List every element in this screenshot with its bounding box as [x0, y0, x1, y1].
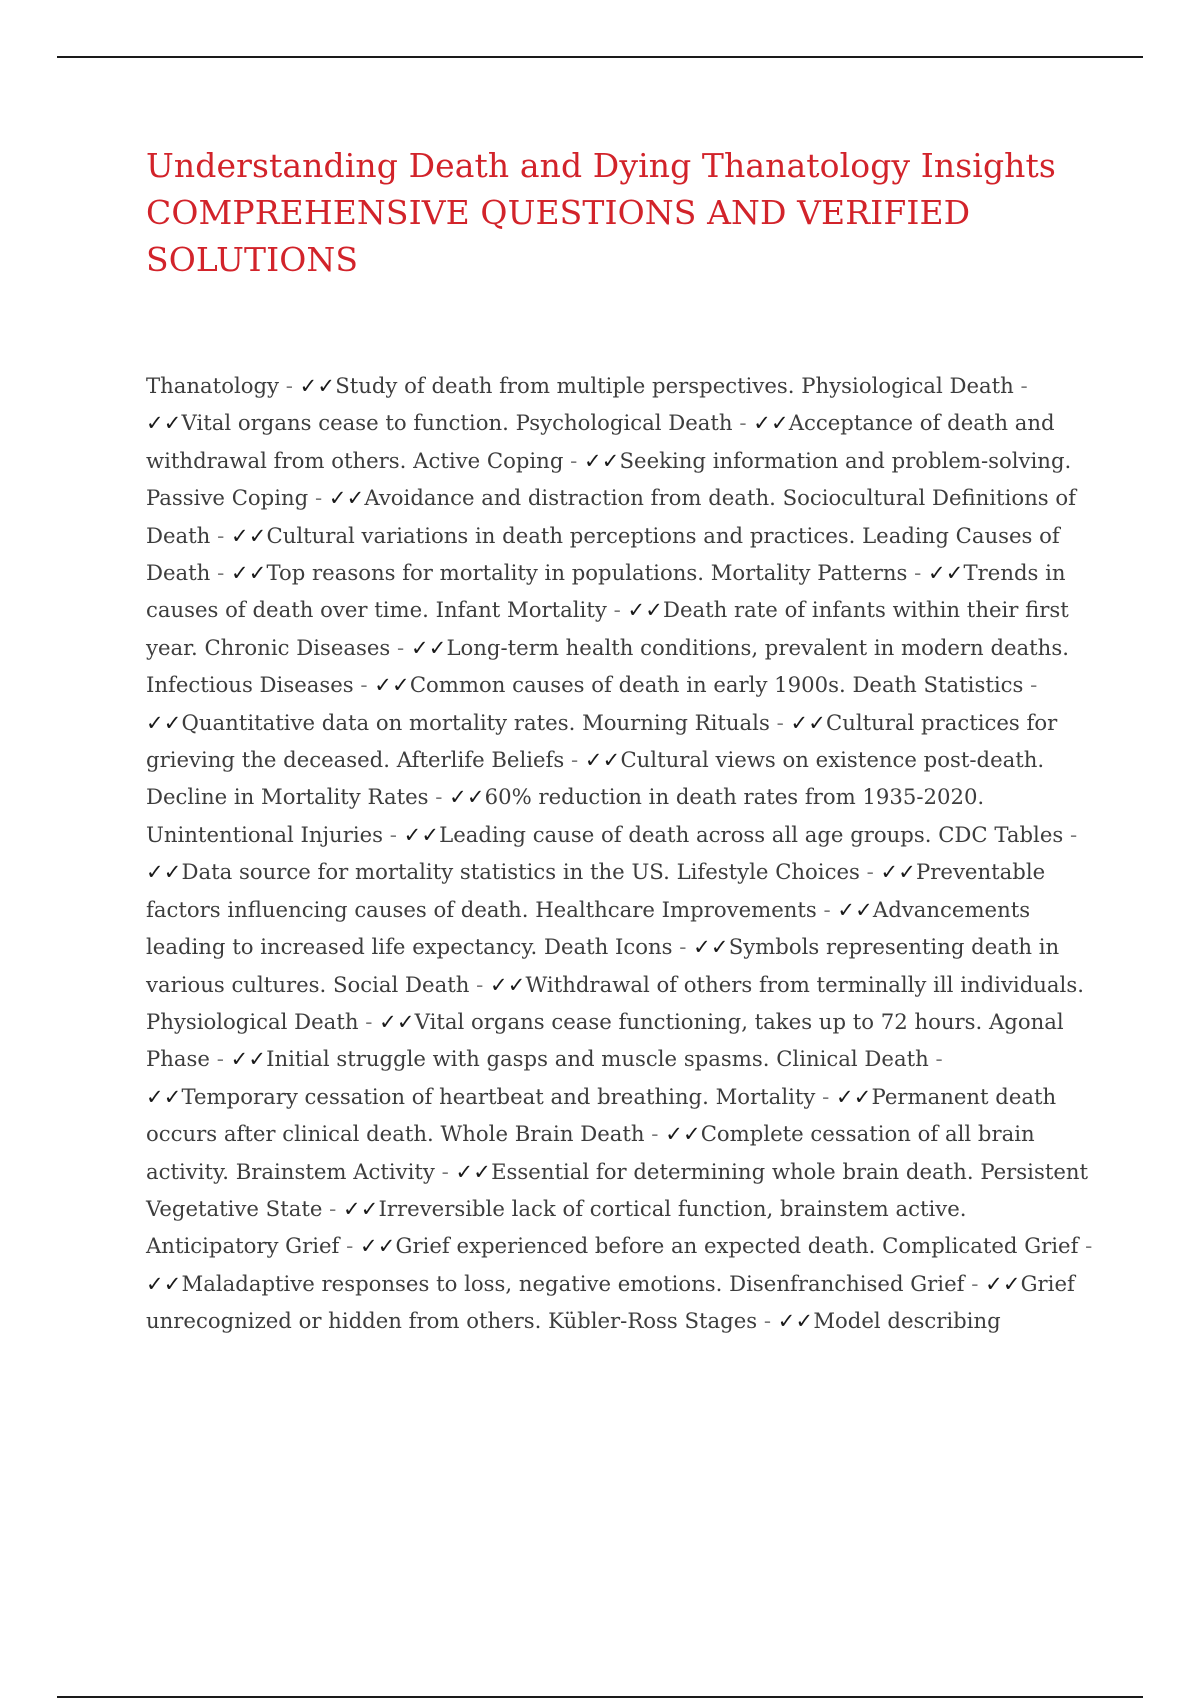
- entry-separator: -: [1063, 821, 1078, 847]
- entry-separator: -: [1078, 1233, 1093, 1259]
- double-check-icon: ✓✓: [790, 709, 826, 735]
- entry-definition: Study of death from multiple perspectives.: [335, 373, 795, 398]
- entry-definition: Leading cause of death across all age groups.: [439, 821, 932, 847]
- glossary-entry: [413, 448, 1071, 473]
- entry-definition: Common causes of death in early 1900s.: [409, 672, 846, 698]
- entry-term: Mortality Patterns: [710, 560, 908, 586]
- entry-definition: Death rate of infants within their first year.: [146, 597, 1069, 660]
- entry-term: Passive Coping: [146, 485, 309, 511]
- entry-term: Clinical Death: [776, 1046, 929, 1072]
- entry-separator: -: [564, 747, 585, 773]
- entry-separator: -: [390, 634, 411, 660]
- entry-separator: -: [339, 1233, 361, 1259]
- entry-definition: Seeking information and problem-solving.: [619, 447, 1072, 473]
- entry-separator: -: [907, 560, 928, 586]
- entry-term: Brainstem Activity: [235, 1158, 435, 1184]
- entry-term: Whole Brain Death: [440, 1121, 645, 1147]
- entry-separator: -: [469, 971, 491, 997]
- entry-term: Physiological Death: [801, 373, 1014, 398]
- entry-term: Active Coping: [413, 447, 564, 473]
- glossary-entry: [548, 1308, 1001, 1333]
- entry-term: Complicated Grief: [882, 1233, 1079, 1259]
- entry-separator: -: [279, 373, 300, 398]
- entry-term: Mourning Rituals: [582, 709, 770, 735]
- entry-definition: Initial struggle with gasps and muscle spasms.: [266, 1046, 770, 1072]
- double-check-icon: ✓✓: [146, 1270, 182, 1296]
- double-check-icon: ✓✓: [449, 784, 485, 810]
- entry-definition: Cultural views on existence post-death.: [620, 747, 1045, 773]
- entry-definition: Permanent death occurs after clinical death.: [146, 1083, 1057, 1147]
- double-check-icon: ✓✓: [360, 1233, 396, 1259]
- double-check-icon: ✓✓: [928, 560, 964, 586]
- double-check-icon: ✓✓: [693, 934, 729, 960]
- entry-term: Leading Causes of Death: [146, 522, 1060, 586]
- glossary-body: [146, 367, 1098, 1340]
- entry-separator: -: [1023, 672, 1038, 698]
- entry-separator: -: [322, 1195, 344, 1221]
- entry-term: Psychological Death: [515, 410, 733, 436]
- entry-separator: -: [563, 447, 585, 473]
- glossary-entry: [333, 972, 1084, 997]
- entry-term: CDC Tables: [938, 821, 1064, 847]
- entry-term: Thanatology: [146, 373, 280, 398]
- entry-definition: Symbols representing death in various cultures.: [146, 934, 1060, 997]
- glossary-entry: [146, 1233, 875, 1258]
- entry-separator: -: [353, 672, 375, 698]
- double-check-icon: ✓✓: [146, 1083, 182, 1109]
- entry-definition: Quantitative data on mortality rates.: [181, 709, 576, 735]
- glossary-entry: [146, 672, 846, 697]
- entry-term: Death Icons: [543, 934, 673, 960]
- double-check-icon: ✓✓: [777, 1308, 814, 1334]
- entry-definition: Cultural practices for grieving the deceased.: [146, 709, 1058, 773]
- entry-term: Sociocultural Definitions of Death: [146, 485, 1076, 548]
- double-check-icon: ✓✓: [985, 1270, 1021, 1296]
- double-check-icon: ✓✓: [374, 672, 410, 698]
- top-rule: [57, 56, 1143, 58]
- entry-separator: -: [644, 1121, 666, 1147]
- entry-term: Infectious Diseases: [146, 672, 354, 698]
- double-check-icon: ✓✓: [627, 597, 663, 623]
- double-check-icon: ✓✓: [584, 747, 621, 773]
- entry-term: Agonal Phase: [146, 1008, 1064, 1072]
- entry-separator: -: [606, 597, 628, 623]
- double-check-icon: ✓✓: [753, 410, 789, 436]
- entry-separator: -: [732, 410, 754, 436]
- double-check-icon: ✓✓: [146, 859, 182, 885]
- double-check-icon: ✓✓: [410, 634, 447, 660]
- double-check-icon: ✓✓: [328, 485, 365, 511]
- entry-term: Lifestyle Choices: [676, 859, 860, 885]
- double-check-icon: ✓✓: [455, 1158, 492, 1184]
- entry-definition: Grief unrecognized or hidden from others.: [146, 1270, 1075, 1334]
- entry-term: Kübler-Ross Stages: [548, 1308, 758, 1334]
- double-check-icon: ✓✓: [403, 821, 440, 847]
- entry-separator: -: [308, 485, 329, 511]
- glossary-entry: [146, 784, 984, 809]
- entry-separator: -: [210, 560, 231, 586]
- double-check-icon: ✓✓: [880, 859, 917, 885]
- entry-term: Death Statistics: [852, 672, 1024, 698]
- entry-term: Unintentional Injuries: [146, 821, 384, 847]
- entry-term: Physiological Death: [146, 1008, 359, 1034]
- entry-definition: Preventable factors influencing causes of death.: [146, 859, 1046, 922]
- glossary-entry: [146, 485, 776, 510]
- entry-separator: -: [434, 1158, 456, 1184]
- glossary-entry: [146, 822, 931, 847]
- entry-separator: -: [928, 1046, 943, 1072]
- entry-term: Disenfranchised Grief: [729, 1270, 965, 1296]
- entry-term: Persistent Vegetative State: [146, 1158, 1089, 1221]
- entry-definition: Maladaptive responses to loss, negative emotions.: [181, 1270, 723, 1296]
- entry-separator: -: [428, 784, 450, 810]
- double-check-icon: ✓✓: [230, 1046, 267, 1072]
- entry-separator: -: [815, 1083, 836, 1109]
- double-check-icon: ✓✓: [836, 1083, 872, 1109]
- glossary-entry: [204, 635, 1069, 660]
- entry-definition: Grief experienced before an expected death.: [395, 1233, 876, 1259]
- entry-separator: -: [1013, 373, 1028, 398]
- entry-term: Mortality: [715, 1083, 816, 1109]
- entry-definition: Complete cessation of all brain activity.: [146, 1121, 1035, 1184]
- glossary-entry: [146, 1009, 982, 1034]
- double-check-icon: ✓✓: [837, 896, 873, 922]
- entry-separator: -: [859, 859, 881, 885]
- entry-definition: Long-term health conditions, prevalent in modern deaths.: [446, 634, 1069, 660]
- double-check-icon: ✓✓: [665, 1121, 701, 1147]
- entry-term: Afterlife Beliefs: [396, 747, 565, 773]
- entry-definition: Withdrawal of others from terminally ill individuals.: [525, 971, 1084, 997]
- entry-term: Social Death: [333, 971, 470, 997]
- entry-separator: -: [757, 1308, 778, 1334]
- entry-term: Anticipatory Grief: [146, 1233, 340, 1259]
- entry-definition: Top reasons for mortality in populations.: [266, 560, 704, 586]
- double-check-icon: ✓✓: [299, 373, 336, 398]
- entry-definition: Acceptance of death and withdrawal from others.: [146, 410, 1055, 473]
- entry-definition: Essential for determining whole brain death.: [491, 1158, 974, 1184]
- entry-term: Chronic Diseases: [204, 634, 391, 660]
- entry-separator: -: [210, 522, 231, 548]
- entry-separator: -: [383, 821, 404, 847]
- double-check-icon: ✓✓: [379, 1008, 415, 1034]
- entry-definition: Data source for mortality statistics in the US.: [181, 859, 670, 885]
- entry-term: Infant Mortality: [435, 597, 607, 623]
- entry-definition: Vital organs cease to function.: [181, 410, 509, 436]
- entry-separator: -: [769, 709, 791, 735]
- double-check-icon: ✓✓: [230, 522, 267, 548]
- entry-definition: Advancements leading to increased life expectancy.: [146, 896, 1031, 960]
- entry-separator: -: [672, 934, 694, 960]
- entry-definition: Cultural variations in death perceptions and practices.: [266, 522, 856, 548]
- entry-definition: Trends in causes of death over time.: [146, 560, 1066, 623]
- double-check-icon: ✓✓: [146, 410, 182, 436]
- entry-separator: -: [358, 1008, 380, 1034]
- double-check-icon: ✓✓: [230, 560, 267, 586]
- entry-separator: -: [209, 1046, 231, 1072]
- double-check-icon: ✓✓: [584, 447, 620, 473]
- entry-separator: -: [816, 896, 838, 922]
- entry-term: Healthcare Improvements: [535, 896, 817, 922]
- double-check-icon: ✓✓: [146, 709, 182, 735]
- entry-definition: Avoidance and distraction from death.: [364, 485, 776, 511]
- document-title: Understanding Death and Dying Thanatology Insights COMPREHENSIVE QUESTIONS AND VERIFIED SOLUTIONS: [146, 146, 1056, 279]
- entry-definition: Model describing: [813, 1308, 1001, 1334]
- glossary-entry: [397, 747, 1044, 772]
- double-check-icon: ✓✓: [343, 1195, 379, 1221]
- glossary-entry: [146, 373, 795, 398]
- entry-definition: Vital organs cease functioning, takes up to 72 hours.: [414, 1008, 983, 1034]
- glossary-entry: [236, 1159, 974, 1184]
- entry-term: Decline in Mortality Rates: [146, 784, 429, 810]
- entry-definition: Irreversible lack of cortical function, brainstem active.: [378, 1195, 967, 1221]
- bottom-rule: [57, 1696, 1143, 1698]
- double-check-icon: ✓✓: [490, 971, 526, 997]
- entry-separator: -: [964, 1270, 986, 1296]
- entry-definition: 60% reduction in death rates from 1935-2020.: [484, 784, 985, 810]
- entry-definition: Temporary cessation of heartbeat and breathing.: [181, 1083, 709, 1109]
